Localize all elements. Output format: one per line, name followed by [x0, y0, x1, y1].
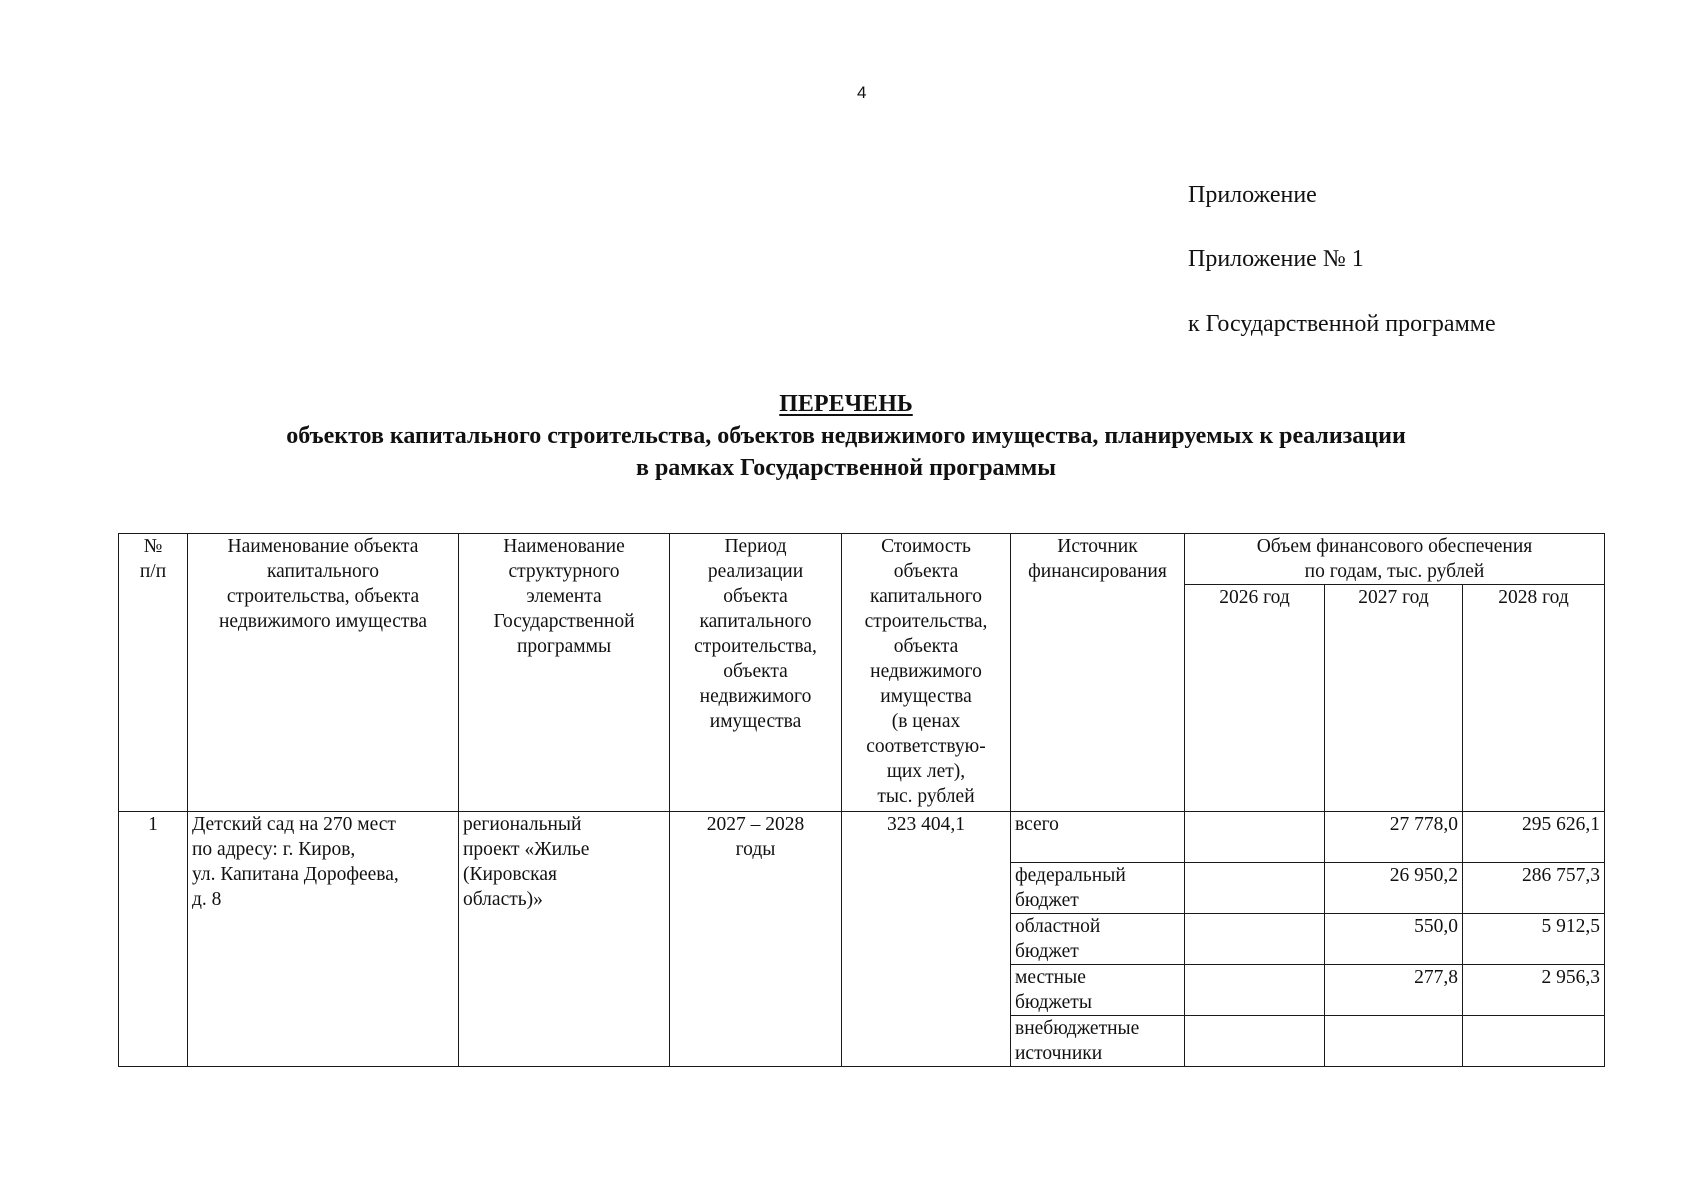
document-subtitle-line1: объектов капитального строительства, объектов недвижимого имущества, планируемых к реализации: [286, 423, 1406, 449]
header-year-2027: 2027 год: [1325, 585, 1463, 812]
row-cost: 323 404,1: [842, 812, 1011, 1067]
header-object-name: Наименование объекта капитального строительства, объекта недвижимого имущества: [188, 534, 459, 812]
appendix-label: Приложение: [1188, 182, 1317, 208]
header-row-1: [119, 534, 1605, 585]
funding-local-2026: [1185, 965, 1325, 1016]
funding-source-extrabudgetary: внебюджетные источники: [1011, 1016, 1185, 1067]
table-row: [119, 812, 1605, 863]
funding-regional-2026: [1185, 914, 1325, 965]
funding-local-2027: 277,8: [1325, 965, 1463, 1016]
row-period: 2027 – 2028 годы: [670, 812, 842, 1067]
row-object-name: Детский сад на 270 мест по адресу: г. Киров, ул. Капитана Дорофеева, д. 8: [188, 812, 459, 1067]
funding-extrabudgetary-2028: [1463, 1016, 1605, 1067]
funding-extrabudgetary-2026: [1185, 1016, 1325, 1067]
funding-federal-2027: 26 950,2: [1325, 863, 1463, 914]
funding-total-2026: [1185, 812, 1325, 863]
row-num: 1: [119, 812, 188, 1067]
funding-federal-2026: [1185, 863, 1325, 914]
funding-source-total: всего: [1011, 812, 1185, 863]
appendix-number: Приложение № 1: [1188, 246, 1364, 272]
document-subtitle-line2: в рамках Государственной программы: [636, 455, 1056, 481]
header-cost: Стоимость объекта капитального строительства, объекта недвижимого имущества (в ценах соответствую- щих лет), тыс. рублей: [842, 534, 1011, 812]
row-element-name: региональный проект «Жилье (Кировская область)»: [459, 812, 670, 1067]
funding-local-2028: 2 956,3: [1463, 965, 1605, 1016]
funding-total-2027: 27 778,0: [1325, 812, 1463, 863]
funding-source-local: местные бюджеты: [1011, 965, 1185, 1016]
funding-source-federal: федеральный бюджет: [1011, 863, 1185, 914]
document-title: ПЕРЕЧЕНЬ: [779, 391, 913, 417]
funding-regional-2027: 550,0: [1325, 914, 1463, 965]
funding-federal-2028: 286 757,3: [1463, 863, 1605, 914]
header-year-2026: 2026 год: [1185, 585, 1325, 812]
appendix-reference: к Государственной программе: [1188, 311, 1496, 337]
funding-regional-2028: 5 912,5: [1463, 914, 1605, 965]
header-element-name: Наименование структурного элемента Государственной программы: [459, 534, 670, 812]
header-year-2028: 2028 год: [1463, 585, 1605, 812]
funding-extrabudgetary-2027: [1325, 1016, 1463, 1067]
header-source: Источник финансирования: [1011, 534, 1185, 812]
header-num: № п/п: [119, 534, 188, 812]
funding-source-regional: областной бюджет: [1011, 914, 1185, 965]
capital-objects-table: [118, 533, 1605, 1067]
header-volume: Объем финансового обеспечения по годам, тыс. рублей: [1185, 534, 1605, 585]
header-period: Период реализации объекта капитального строительства, объекта недвижимого имущества: [670, 534, 842, 812]
page-number: 4: [857, 83, 867, 102]
funding-total-2028: 295 626,1: [1463, 812, 1605, 863]
